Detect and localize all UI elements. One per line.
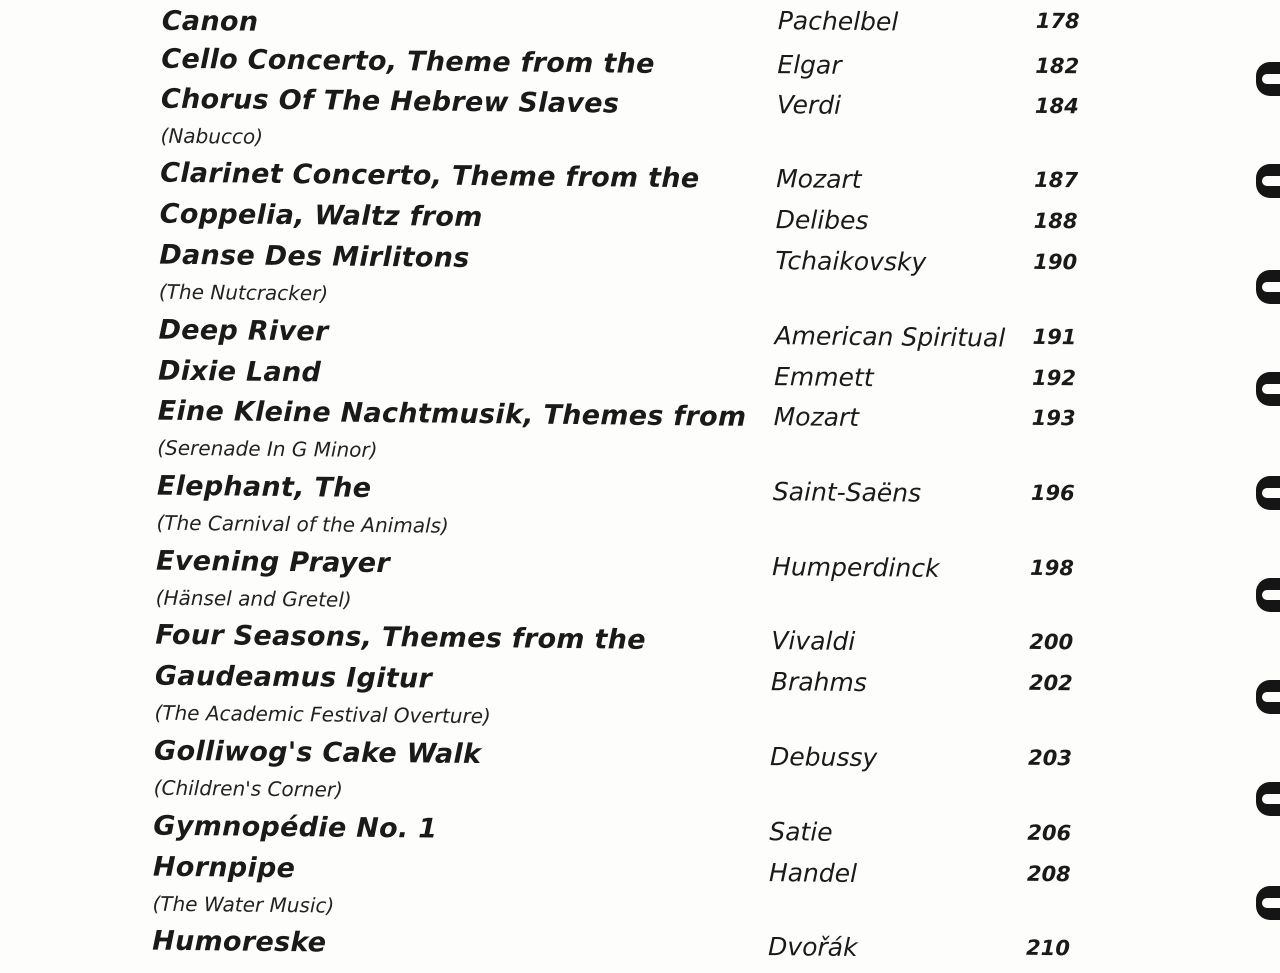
piece-title: Canon (161, 5, 259, 38)
page-number: 210 (1026, 935, 1071, 961)
index-entry (0, 313, 1157, 353)
page-number: 191 (1032, 324, 1077, 350)
composer-name: American Spiritual (774, 321, 1006, 353)
composer-name: Dvořák (767, 932, 858, 963)
piece-title: Danse Des Mirlitons (159, 239, 470, 274)
composer-name: Tchaikovsky (775, 246, 927, 277)
composer-name: Handel (768, 858, 858, 889)
binding-hole-icon (1256, 270, 1280, 304)
page-number: 203 (1027, 745, 1073, 771)
piece-subtitle: (Hänsel and Gretel) (155, 585, 352, 612)
page-number: 188 (1033, 208, 1078, 234)
composer-name: Delibes (775, 205, 869, 236)
page-number: 206 (1027, 820, 1072, 846)
index-entry (0, 197, 1158, 236)
index-entry (0, 82, 1159, 149)
binding-hole-icon (1256, 476, 1280, 510)
page-number: 193 (1031, 405, 1076, 431)
page-number: 184 (1034, 93, 1079, 119)
composer-name: Brahms (770, 667, 868, 698)
composer-name: Elgar (777, 50, 842, 80)
binding-hole-icon (1256, 886, 1280, 920)
binding-hole-icon (1256, 782, 1280, 816)
binding-hole-icon (1256, 164, 1280, 198)
index-entry (0, 4, 1160, 38)
composer-name: Verdi (776, 90, 842, 120)
piece-title: Four Seasons, Themes from the (155, 619, 647, 656)
index-entry (0, 544, 1154, 612)
piece-title: Dixie Land (157, 355, 322, 389)
piece-subtitle: (The Nutcracker) (158, 279, 329, 306)
piece-title: Hornpipe (152, 851, 296, 885)
composer-name: Mozart (773, 402, 860, 433)
binding-hole-icon (1256, 372, 1280, 406)
binding-hole-icon (1256, 578, 1280, 612)
piece-title: Humoreske (151, 925, 327, 959)
piece-subtitle: (The Water Music) (152, 891, 335, 918)
composer-name: Pachelbel (777, 6, 899, 37)
page-number: 190 (1033, 249, 1078, 275)
index-entry (0, 618, 1153, 656)
page-number: 178 (1035, 8, 1080, 34)
composer-name: Saint-Saëns (772, 477, 922, 508)
piece-title: Golliwog's Cake Walk (153, 735, 482, 771)
index-entry (0, 394, 1156, 462)
composer-name: Humperdinck (771, 552, 940, 583)
piece-title: Cello Concerto, Theme from the (161, 43, 655, 80)
binding-hole-icon (1256, 680, 1280, 714)
page-number: 192 (1031, 365, 1077, 391)
index-entry (0, 734, 1152, 802)
page-number: 200 (1029, 629, 1074, 655)
composer-name: Mozart (776, 164, 862, 195)
page-number: 196 (1030, 480, 1075, 506)
piece-subtitle: (Serenade In G Minor) (157, 435, 378, 462)
index-entry (0, 354, 1156, 393)
piece-title: Elephant, The (156, 470, 372, 504)
index-entry (0, 238, 1157, 306)
page-number: 187 (1034, 167, 1079, 193)
index-entry (0, 809, 1151, 847)
index-entry (0, 924, 1150, 963)
piece-subtitle: (The Academic Festival Overture) (154, 700, 491, 729)
piece-title: Chorus Of The Hebrew Slaves (160, 83, 620, 120)
piece-subtitle: (Nabucco) (160, 123, 264, 149)
composer-name: Vivaldi (771, 626, 856, 656)
index-entry (0, 469, 1155, 538)
spiral-binding (1250, 0, 1280, 960)
composer-name: Debussy (769, 742, 878, 773)
composer-name: Emmett (773, 362, 874, 393)
composer-name: Satie (769, 817, 833, 847)
piece-title: Evening Prayer (155, 545, 391, 580)
index-entry (0, 659, 1153, 729)
piece-title: Clarinet Concerto, Theme from the (160, 157, 700, 195)
page-number: 202 (1028, 670, 1073, 696)
piece-title: Coppelia, Waltz from (159, 198, 483, 234)
page-number: 208 (1026, 861, 1071, 887)
piece-title: Eine Kleine Nachtmusik, Themes from (157, 395, 747, 433)
index-entry (0, 42, 1159, 80)
binding-hole-icon (1256, 62, 1280, 96)
piece-title: Gaudeamus Igitur (154, 660, 433, 695)
page-number: 182 (1035, 53, 1080, 79)
piece-title: Gymnopédie No. 1 (153, 810, 438, 845)
piece-subtitle: (Children's Corner) (153, 775, 344, 802)
index-entry (0, 156, 1158, 195)
piece-title: Deep River (158, 314, 329, 348)
page-number: 198 (1029, 555, 1075, 581)
index-entry (0, 850, 1151, 918)
piece-subtitle: (The Carnival of the Animals) (156, 510, 449, 538)
